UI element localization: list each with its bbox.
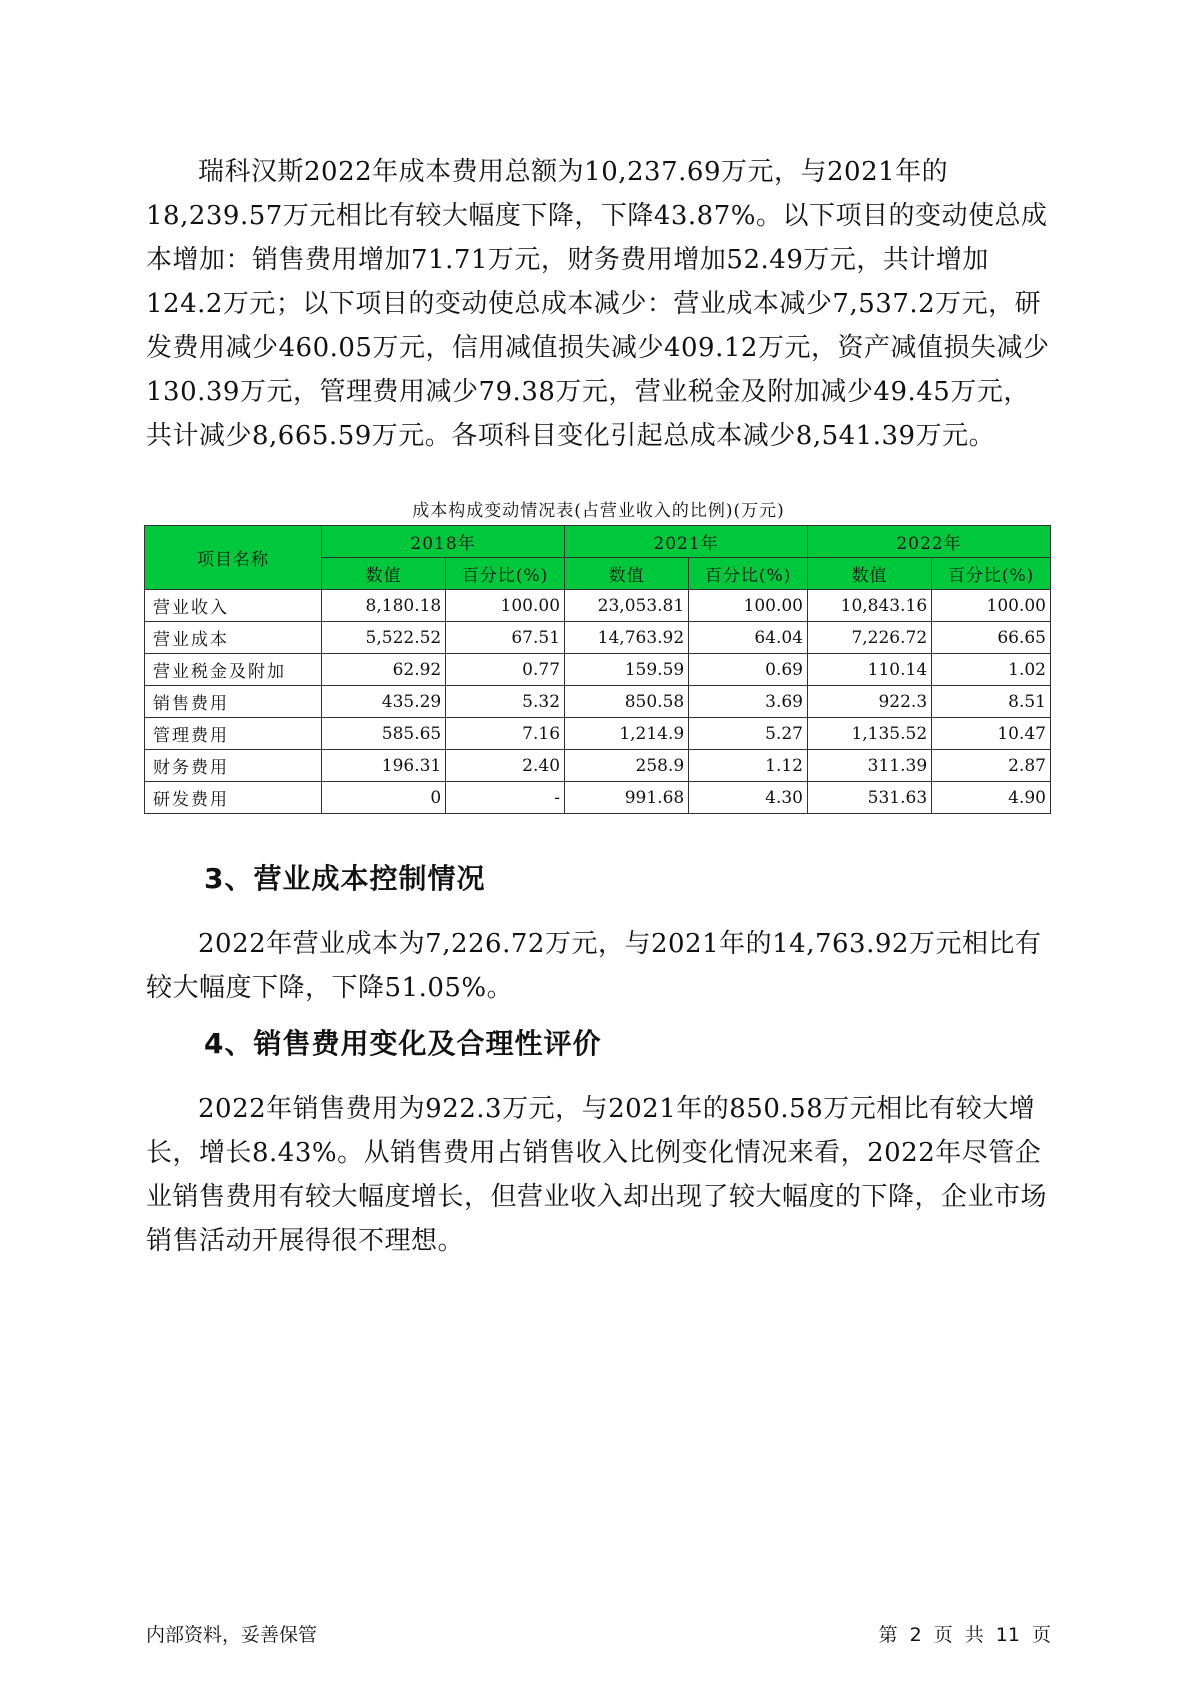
row-name: 研发费用: [145, 782, 322, 814]
table-cell: 64.04: [689, 622, 808, 654]
table-cell: 531.63: [807, 782, 931, 814]
table-row: [145, 750, 1051, 782]
table-cell: 8.51: [932, 686, 1051, 718]
year-header-2021: 2021年: [565, 526, 808, 558]
table-cell: 5.32: [446, 686, 565, 718]
table-cell: 922.3: [807, 686, 931, 718]
table-cell: 4.30: [689, 782, 808, 814]
table-row: [145, 686, 1051, 718]
table-cell: 2.87: [932, 750, 1051, 782]
table-cell: 1.12: [689, 750, 808, 782]
table-cell: 110.14: [807, 654, 931, 686]
footer-page-number: 第 2 页 共 11 页: [878, 1624, 1051, 1646]
row-name: 营业税金及附加: [145, 654, 322, 686]
table-cell: 0.77: [446, 654, 565, 686]
table-cell: 2.40: [446, 750, 565, 782]
table-header-row-years: [145, 526, 1051, 558]
table-cell: 3.69: [689, 686, 808, 718]
table-cell: 5,522.52: [322, 622, 446, 654]
table-cell: 311.39: [807, 750, 931, 782]
percent-header: 百分比(%): [689, 558, 808, 590]
table-cell: 0: [322, 782, 446, 814]
table-cell: 10,843.16: [807, 590, 931, 622]
section-3-heading: 3、营业成本控制情况: [204, 862, 486, 895]
year-header-2022: 2022年: [807, 526, 1050, 558]
item-name-header: 项目名称: [145, 526, 322, 590]
row-name: 销售费用: [145, 686, 322, 718]
section-3-paragraph: [146, 922, 1051, 1010]
table-cell: 7,226.72: [807, 622, 931, 654]
value-header: 数值: [322, 558, 446, 590]
section-3-text: 2022年营业成本为7,226.72万元，与2021年的14,763.92万元相比有较大幅度下降，下降51.05%。: [146, 929, 1042, 1003]
table-cell: 23,053.81: [565, 590, 689, 622]
cost-summary-paragraph: [146, 150, 1051, 458]
table-cell: 10.47: [932, 718, 1051, 750]
table-cell: 100.00: [932, 590, 1051, 622]
table-cell: 196.31: [322, 750, 446, 782]
table-row: [145, 718, 1051, 750]
percent-header: 百分比(%): [446, 558, 565, 590]
table-row: [145, 654, 1051, 686]
section-4-heading: 4、销售费用变化及合理性评价: [204, 1027, 602, 1060]
table-cell: 850.58: [565, 686, 689, 718]
table-cell: 0.69: [689, 654, 808, 686]
table-cell: 4.90: [932, 782, 1051, 814]
cost-structure-table: [144, 525, 1051, 814]
table-cell: 991.68: [565, 782, 689, 814]
table-cell: 67.51: [446, 622, 565, 654]
row-name: 财务费用: [145, 750, 322, 782]
section-4-text: 2022年销售费用为922.3万元，与2021年的850.58万元相比有较大增长，增长8.43%。从销售费用占销售收入比例变化情况来看，2022年尽管企业销售费用有较大幅度增长，但营业收入却出现了较大幅度的下降，企业市场销售活动开展得很不理想。: [146, 1094, 1048, 1256]
table-caption: 成本构成变动情况表(占营业收入的比例)(万元): [412, 501, 785, 521]
row-name: 营业成本: [145, 622, 322, 654]
table-cell: 100.00: [446, 590, 565, 622]
table-cell: 159.59: [565, 654, 689, 686]
value-header: 数值: [807, 558, 931, 590]
footer-confidential-note: 内部资料，妥善保管: [146, 1624, 318, 1646]
table-row: [145, 782, 1051, 814]
table-cell: 258.9: [565, 750, 689, 782]
percent-header: 百分比(%): [932, 558, 1051, 590]
table-cell: -: [446, 782, 565, 814]
table-cell: 66.65: [932, 622, 1051, 654]
row-name: 管理费用: [145, 718, 322, 750]
table-cell: 1.02: [932, 654, 1051, 686]
value-header: 数值: [565, 558, 689, 590]
table-cell: 8,180.18: [322, 590, 446, 622]
year-header-2018: 2018年: [322, 526, 565, 558]
table-cell: 7.16: [446, 718, 565, 750]
table-cell: 1,135.52: [807, 718, 931, 750]
table-row: [145, 590, 1051, 622]
table-cell: 1,214.9: [565, 718, 689, 750]
row-name: 营业收入: [145, 590, 322, 622]
cost-summary-text: 瑞科汉斯2022年成本费用总额为10,237.69万元，与2021年的18,239.57万元相比有较大幅度下降，下降43.87%。以下项目的变动使总成本增加：销售费用增加71.71万元，财务费用增加52.49万元，共计增加124.2万元；以下项目的变动使总成本减少：营业成本减少7,537.2万元，研发费用减少460.05万元，信用减值损失减少409.12万元，资产减值损失减少130.39万元，管理费用减少79.38万元，营业税金及附加减少49.45万元，共计减少8,665.59万元。各项科目变化引起总成本减少8,541.39万元。: [146, 157, 1050, 451]
table-cell: 5.27: [689, 718, 808, 750]
table-cell: 435.29: [322, 686, 446, 718]
section-4-paragraph: [146, 1087, 1051, 1263]
table-cell: 14,763.92: [565, 622, 689, 654]
table-row: [145, 622, 1051, 654]
table-cell: 62.92: [322, 654, 446, 686]
table-cell: 585.65: [322, 718, 446, 750]
table-cell: 100.00: [689, 590, 808, 622]
